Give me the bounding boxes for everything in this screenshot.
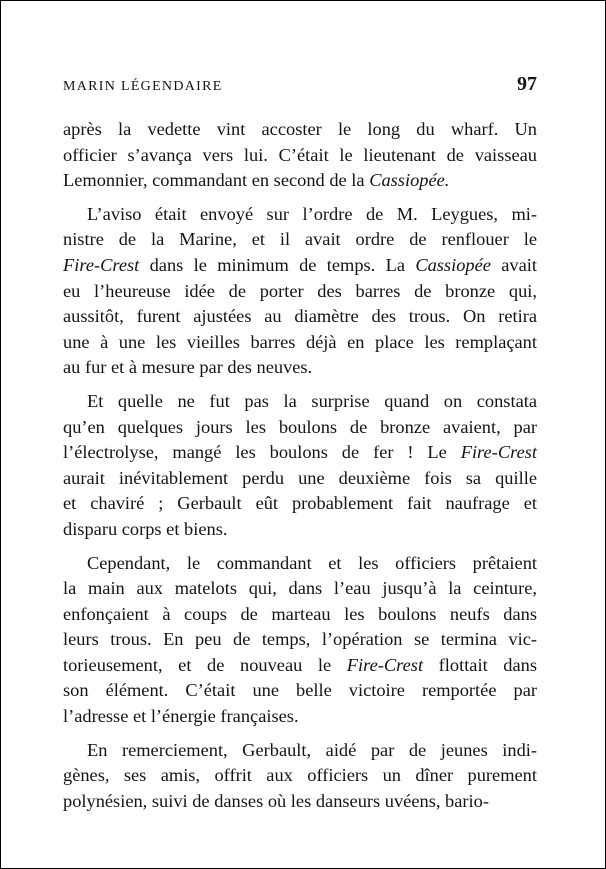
text-line — [63, 763, 537, 789]
running-title: MARIN LÉGENDAIRE — [63, 79, 223, 94]
text-segment: Et quelle ne fut pas la surprise quand on constata — [87, 390, 537, 411]
text-segment: polynésien, suivi de danses où les danseurs uvéens, bario- — [63, 790, 489, 811]
page-header — [63, 73, 537, 99]
text-segment: aurait inévitablement perdu une deuxième fois sa quille — [63, 467, 537, 488]
text-segment: eu l’heureuse idée de porter des barres de bronze qui, — [63, 280, 537, 301]
text-line — [63, 440, 537, 466]
text-segment: la main aux matelots qui, dans l’eau jusqu’à la ceinture, — [63, 578, 537, 599]
text-line — [63, 168, 537, 194]
text-line — [63, 304, 537, 330]
italic-text: Fire-Crest — [460, 442, 537, 463]
paragraph — [63, 389, 537, 543]
text-segment: enfonçaient à coups de marteau les boulons neufs dans — [63, 603, 537, 624]
text-segment: aussitôt, furent ajustées au diamètre des trous. On retira — [63, 306, 537, 327]
text-segment: une à une les vieilles barres déjà en place les remplaçant — [63, 331, 537, 352]
text-segment: torieusement, et de nouveau le — [63, 654, 347, 675]
text-segment: officier s’avança vers lui. C’était le lieutenant de vaisseau — [63, 144, 537, 165]
italic-text: Fire-Crest — [63, 254, 140, 275]
text-segment: leurs trous. En peu de temps, l’opération se termina vic- — [63, 629, 537, 650]
text-segment: Cependant, le commandant et les officiers prêtaient — [87, 552, 537, 573]
paragraph — [63, 551, 537, 730]
paragraph — [63, 202, 537, 381]
text-segment: au fur et à mesure par des neuves. — [63, 357, 313, 378]
page-number: 97 — [517, 73, 537, 95]
text-line — [63, 227, 537, 253]
text-segment: disparu corps et biens. — [63, 518, 228, 539]
italic-text: Cassiopée — [415, 254, 491, 275]
text-segment: l’adresse et l’énergie françaises. — [63, 706, 299, 727]
paragraph — [63, 738, 537, 815]
text-line — [63, 279, 537, 305]
text-line — [63, 143, 537, 169]
text-segment: après la vedette vint accoster le long du wharf. Un — [63, 119, 537, 139]
text-line — [63, 355, 537, 381]
text-segment: nistre de la Marine, et il avait ordre de renflouer le — [63, 229, 537, 250]
text-line — [63, 602, 537, 628]
italic-text: Cassiopée. — [369, 170, 450, 191]
text-line — [63, 202, 537, 228]
text-segment: flottait dans — [423, 654, 537, 675]
text-line — [63, 789, 537, 815]
text-line — [63, 678, 537, 704]
text-segment: Lemonnier, commandant en second de la — [63, 170, 370, 191]
text-line — [63, 415, 537, 441]
text-line — [63, 627, 537, 653]
text-segment: l’électrolyse, mangé les boulons de fer ! Le — [63, 442, 461, 463]
text-line — [63, 466, 537, 492]
text-segment: gènes, ses amis, offrit aux officiers un dîner purement — [63, 765, 537, 786]
text-line — [63, 253, 537, 279]
text-segment: L’aviso était envoyé sur l’ordre de M. Leygues, mi- — [87, 203, 537, 224]
text-line — [63, 389, 537, 415]
text-line — [63, 576, 537, 602]
text-line — [63, 117, 537, 143]
text-line — [63, 330, 537, 356]
body-text — [63, 117, 537, 822]
text-line — [63, 738, 537, 764]
text-line — [63, 551, 537, 577]
text-segment: En remerciement, Gerbault, aidé par de jeunes indi- — [87, 739, 537, 760]
text-line — [63, 653, 537, 679]
text-segment: qu’en quelques jours les boulons de bronze avaient, par — [63, 416, 537, 437]
text-line — [63, 704, 537, 730]
text-segment: dans le minimum de temps. La — [139, 254, 416, 275]
text-segment: et chaviré ; Gerbault eût probablement fait naufrage et — [63, 493, 537, 514]
italic-text: Fire-Crest — [346, 654, 424, 675]
text-segment: son élément. C’était une belle victoire remportée par — [63, 680, 537, 701]
text-segment: avait — [490, 254, 537, 275]
paragraph — [63, 117, 537, 194]
text-line — [63, 491, 537, 517]
text-line — [63, 517, 537, 543]
